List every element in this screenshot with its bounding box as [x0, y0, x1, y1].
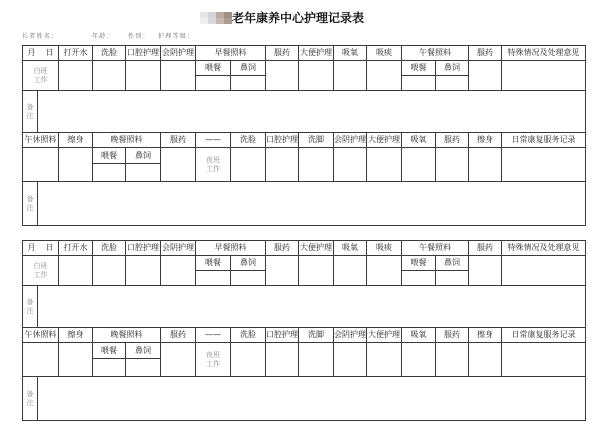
night-wash-face-entry [231, 343, 266, 377]
medication-entry [266, 256, 299, 286]
lunch-nasal-feeding-subheader: 鼻饲 [436, 256, 469, 271]
lunch-feeding-entry [402, 271, 436, 286]
boiled-water-entry [59, 256, 93, 286]
evening-medication-header: 服药 [161, 133, 196, 148]
perineal-care-entry [161, 256, 196, 286]
night-oral-care-header: 口腔护理 [266, 328, 299, 343]
oral-care-entry [126, 256, 161, 286]
date-header: 月 日 [23, 241, 59, 256]
nap-care-entry [23, 148, 59, 182]
boiled-water-entry [59, 61, 93, 91]
bowel-care-header: 大便护理 [299, 241, 334, 256]
day-shift-label: 白班 工作 [23, 256, 59, 286]
breakfast-feeding-subheader: 喂餐 [196, 256, 231, 271]
bowel-care-header: 大便护理 [299, 46, 334, 61]
foot-wash-header: 洗脚 [299, 133, 334, 148]
night-oxygen-entry [402, 343, 436, 377]
rehab-log-header: 日常康复服务记录 [502, 133, 586, 148]
night-oral-care-entry [266, 343, 299, 377]
resident-age-label: 年龄： [92, 33, 114, 40]
bedtime-medication-entry [436, 343, 469, 377]
oxygen-entry [334, 256, 367, 286]
sponge-bath-header: 擦身 [59, 328, 93, 343]
date-header: 月 日 [23, 46, 59, 61]
night-wash-face-header: 洗脸 [231, 328, 266, 343]
night-bowel-care-header: 大便护理 [367, 328, 402, 343]
night-perineal-care-header: 会阴护理 [334, 328, 367, 343]
resident-name-label: 长者姓名： [22, 33, 59, 40]
wash-face-header: 洗脸 [93, 241, 126, 256]
special-notes-entry [502, 256, 586, 286]
breakfast-feeding-entry [196, 76, 231, 91]
document-title: 老年康养中心护理记录表 [232, 11, 365, 25]
breakfast-nasal-feeding-entry [231, 271, 266, 286]
night-shift-label: 夜班 工作 [196, 343, 231, 377]
dinner-care-header: 晚餐照料 [93, 328, 161, 343]
lunch-feeding-subheader: 喂餐 [402, 61, 436, 76]
dinner-nasal-feeding-entry [126, 164, 161, 182]
night-remarks-entry [38, 377, 586, 421]
day-remarks-label: 备 注 [23, 91, 38, 133]
night-perineal-care-entry [334, 343, 367, 377]
care-level-label: 护理等级： [158, 33, 195, 40]
night-remarks-label: 备 注 [23, 377, 38, 421]
foot-wash-entry [299, 343, 334, 377]
rehab-log-entry [502, 148, 586, 182]
wash-face-entry [93, 256, 126, 286]
bedtime-sponge-bath-entry [469, 148, 502, 182]
breakfast-care-header: 早餐照料 [196, 46, 266, 61]
night-shift-label: 夜班 工作 [196, 148, 231, 182]
special-notes-header: 特殊情况及处理意见 [502, 46, 586, 61]
dash-placeholder-header: —— [196, 328, 231, 343]
special-notes-header: 特殊情况及处理意见 [502, 241, 586, 256]
lunch-feeding-subheader: 喂餐 [402, 256, 436, 271]
mosaic-tile [216, 18, 224, 24]
day-remarks-entry [38, 286, 586, 328]
lunch-medication-entry [469, 256, 502, 286]
night-remarks-entry [38, 182, 586, 226]
evening-medication-header: 服药 [161, 328, 196, 343]
night-perineal-care-header: 会阴护理 [334, 133, 367, 148]
night-oxygen-header: 吸氧 [402, 328, 436, 343]
medication-header: 服药 [266, 241, 299, 256]
nap-care-header: 午休照料 [23, 328, 59, 343]
bowel-care-entry [299, 256, 334, 286]
evening-medication-entry [161, 343, 196, 377]
night-oral-care-entry [266, 148, 299, 182]
nap-care-header: 午休照料 [23, 133, 59, 148]
night-bowel-care-header: 大便护理 [367, 133, 402, 148]
sponge-bath-entry [59, 343, 93, 377]
breakfast-nasal-feeding-entry [231, 76, 266, 91]
night-wash-face-entry [231, 148, 266, 182]
breakfast-feeding-subheader: 喂餐 [196, 61, 231, 76]
bowel-care-entry [299, 61, 334, 91]
lunch-medication-header: 服药 [469, 241, 502, 256]
lunch-nasal-feeding-subheader: 鼻饲 [436, 61, 469, 76]
bedtime-medication-header: 服药 [436, 328, 469, 343]
oral-care-header: 口腔护理 [126, 241, 161, 256]
foot-wash-entry [299, 148, 334, 182]
night-wash-face-header: 洗脸 [231, 133, 266, 148]
night-oxygen-entry [402, 148, 436, 182]
dinner-care-header: 晚餐照料 [93, 133, 161, 148]
mosaic-tile [208, 18, 216, 24]
day-remarks-label: 备 注 [23, 286, 38, 328]
breakfast-care-header: 早餐照料 [196, 241, 266, 256]
dinner-feeding-subheader: 喂餐 [93, 148, 126, 164]
night-remarks-label: 备 注 [23, 182, 38, 226]
perineal-care-header: 会阴护理 [161, 241, 196, 256]
sponge-bath-entry [59, 148, 93, 182]
wash-face-header: 洗脸 [93, 46, 126, 61]
mosaic-tile [200, 18, 208, 24]
sputum-suction-header: 吸痰 [367, 46, 402, 61]
bedtime-sponge-bath-header: 擦身 [469, 133, 502, 148]
lunch-feeding-entry [402, 76, 436, 91]
oxygen-entry [334, 61, 367, 91]
lunch-nasal-feeding-entry [436, 271, 469, 286]
nap-care-entry [23, 343, 59, 377]
sponge-bath-header: 擦身 [59, 133, 93, 148]
dinner-nasal-feeding-subheader: 鼻饲 [126, 343, 161, 359]
medication-entry [266, 61, 299, 91]
perineal-care-entry [161, 61, 196, 91]
dinner-nasal-feeding-entry [126, 359, 161, 377]
breakfast-nasal-feeding-subheader: 鼻饲 [231, 61, 266, 76]
lunch-medication-header: 服药 [469, 46, 502, 61]
mosaic-tile [224, 18, 232, 24]
lunch-care-header: 午餐照料 [402, 241, 469, 256]
lunch-medication-entry [469, 61, 502, 91]
bedtime-sponge-bath-header: 擦身 [469, 328, 502, 343]
lunch-nasal-feeding-entry [436, 76, 469, 91]
foot-wash-header: 洗脚 [299, 328, 334, 343]
special-notes-entry [502, 61, 586, 91]
breakfast-feeding-entry [196, 271, 231, 286]
resident-gender-label: 性别： [128, 33, 150, 40]
wash-face-entry [93, 61, 126, 91]
oral-care-header: 口腔护理 [126, 46, 161, 61]
rehab-log-entry [502, 343, 586, 377]
dinner-feeding-subheader: 喂餐 [93, 343, 126, 359]
night-bowel-care-entry [367, 343, 402, 377]
oral-care-entry [126, 61, 161, 91]
oxygen-header: 吸氧 [334, 241, 367, 256]
medication-header: 服药 [266, 46, 299, 61]
day-shift-label: 白班 工作 [23, 61, 59, 91]
bedtime-medication-header: 服药 [436, 133, 469, 148]
redacted-logo-mosaic [200, 12, 232, 24]
rehab-log-header: 日常康复服务记录 [502, 328, 586, 343]
sputum-suction-entry [367, 256, 402, 286]
dinner-feeding-entry [93, 164, 126, 182]
sputum-suction-entry [367, 61, 402, 91]
nursing-record-table-2 [22, 240, 586, 421]
dash-placeholder-header: —— [196, 133, 231, 148]
bedtime-medication-entry [436, 148, 469, 182]
night-bowel-care-entry [367, 148, 402, 182]
lunch-care-header: 午餐照料 [402, 46, 469, 61]
dinner-nasal-feeding-subheader: 鼻饲 [126, 148, 161, 164]
sputum-suction-header: 吸痰 [367, 241, 402, 256]
perineal-care-header: 会阴护理 [161, 46, 196, 61]
breakfast-nasal-feeding-subheader: 鼻饲 [231, 256, 266, 271]
boiled-water-header: 打开水 [59, 241, 93, 256]
evening-medication-entry [161, 148, 196, 182]
oxygen-header: 吸氧 [334, 46, 367, 61]
nursing-record-table-1 [22, 45, 586, 226]
night-oxygen-header: 吸氧 [402, 133, 436, 148]
boiled-water-header: 打开水 [59, 46, 93, 61]
bedtime-sponge-bath-entry [469, 343, 502, 377]
day-remarks-entry [38, 91, 586, 133]
night-oral-care-header: 口腔护理 [266, 133, 299, 148]
night-perineal-care-entry [334, 148, 367, 182]
dinner-feeding-entry [93, 359, 126, 377]
